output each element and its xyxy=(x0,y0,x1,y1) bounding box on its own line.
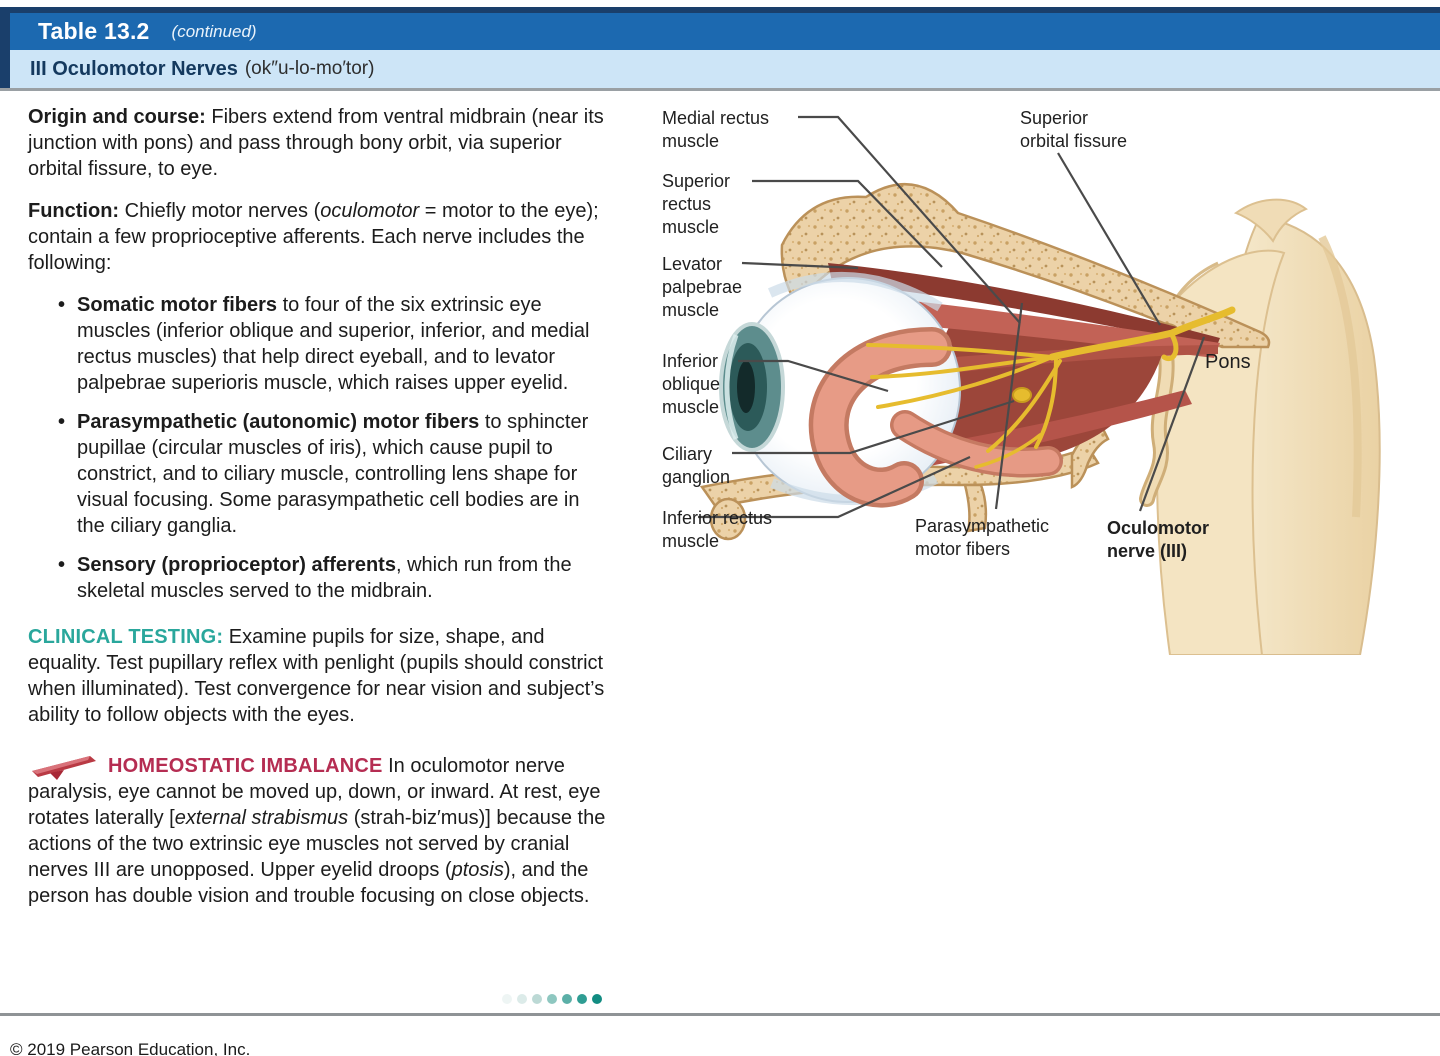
diagram-label-medial-rectus-muscle: Medial rectus muscle xyxy=(662,108,770,151)
sensory-text: , which run from the skeletal muscles served to the midbrain. xyxy=(77,554,572,602)
header-divider xyxy=(0,88,1440,91)
progress-dots xyxy=(502,994,602,1004)
footer-divider xyxy=(0,1013,1440,1016)
diagram-label-levator-palpebrae-muscle: Levator palpebrae muscle xyxy=(662,254,743,320)
origin-text: Fibers extend from ventral midbrain (near its junction with pons) and pass through bony orbit, via superior orbital fissure, to eye. xyxy=(28,106,604,180)
diagram-label-oculomotor-nerve-iii: Oculomotor nerve (III) xyxy=(1107,518,1209,561)
homeostatic-text-2: (strah-biz′mus)] because the actions of the two extrinsic eye muscles not served by cranial nerves III are unopposed. Upper eyelid droops ( xyxy=(28,807,606,881)
list-item-somatic xyxy=(58,292,602,396)
homeostatic-italic-ptosis: ptosis xyxy=(451,859,504,881)
pons-brainstem xyxy=(1157,200,1380,655)
nerve-phonetic: (ok″u-lo-mo′tor) xyxy=(244,58,375,79)
clinical-testing-heading: CLINICAL TESTING: xyxy=(28,626,224,648)
diagram-label-superior-orbital-fissure: Superior orbital fissure xyxy=(1020,108,1128,151)
copyright-notice: © 2019 Pearson Education, Inc. xyxy=(10,1040,251,1056)
diagram-label-parasympathetic-motor-fibers: Parasympathetic motor fibers xyxy=(915,516,1050,559)
parasympathetic-text: to sphincter pupillae (circular muscles of iris), which cause pupil to constrict, and to ciliary muscle, controlling lens shape for visual focusing. Some parasympathetic cell bodies are in the ciliary ganglia. xyxy=(77,411,589,537)
ciliary-ganglion-node xyxy=(1013,388,1031,402)
function-text-pre: Chiefly motor nerves ( xyxy=(119,200,321,222)
eye-anatomy-figure xyxy=(620,95,1440,655)
parasympathetic-lead: Parasympathetic (autonomic) motor fibers xyxy=(77,411,480,433)
progress-dot xyxy=(502,994,512,1004)
clinical-testing-paragraph xyxy=(28,624,606,728)
list-item-parasympathetic xyxy=(58,409,602,539)
table-title: Table 13.2 xyxy=(38,18,150,44)
diagram-label-superior-rectus-muscle: Superior rectus muscle xyxy=(662,171,731,237)
fiber-type-list xyxy=(58,292,606,604)
text-column xyxy=(28,104,606,925)
progress-dot xyxy=(562,994,572,1004)
homeostatic-text-3: ), and the person has double vision and trouble focusing on close objects. xyxy=(28,859,590,907)
table-header-bar xyxy=(10,13,1440,50)
homeostatic-italic-strabismus: external strabismus xyxy=(174,807,349,829)
diagram-label-inferior-rectus-muscle: Inferior rectus muscle xyxy=(662,508,773,551)
somatic-lead: Somatic motor fibers xyxy=(77,294,278,316)
function-italic: oculomotor xyxy=(320,200,420,222)
diagram-label-ciliary-ganglion: Ciliary ganglion xyxy=(662,444,731,487)
clinical-testing-text: Examine pupils for size, shape, and equality. Test pupillary reflex with penlight (pupils should constrict when illuminated). Test convergence for near vision and subject’s ability to follow objects with the eyes. xyxy=(28,626,605,726)
left-border xyxy=(0,7,10,89)
progress-dot xyxy=(592,994,602,1004)
progress-dot xyxy=(532,994,542,1004)
nerve-subheader-bar xyxy=(10,50,1440,88)
function-paragraph xyxy=(28,198,606,276)
homeostatic-imbalance-paragraph xyxy=(28,753,606,909)
list-item-sensory xyxy=(58,552,602,604)
homeostatic-imbalance-heading: HOMEOSTATIC IMBALANCE xyxy=(108,755,383,777)
function-text-post: = motor to the eye); contain a few proprioceptive afferents. Each nerve includes the following: xyxy=(28,200,599,274)
table-continued-label: (continued) xyxy=(171,21,257,41)
progress-dot xyxy=(517,994,527,1004)
origin-paragraph xyxy=(28,104,606,182)
imbalance-seesaw-icon xyxy=(30,754,102,780)
somatic-text: to four of the six extrinsic eye muscles (inferior oblique and superior, inferior, and medial rectus muscles) that help direct eyeball, and to levator palpebrae superioris muscle, which raises upper eyelid. xyxy=(77,294,590,394)
sensory-lead: Sensory (proprioceptor) afferents xyxy=(77,554,396,576)
diagram-label-pons: Pons xyxy=(1205,351,1251,373)
progress-dot xyxy=(577,994,587,1004)
origin-lead: Origin and course: xyxy=(28,106,206,128)
nerve-heading: III Oculomotor Nerves xyxy=(30,57,238,80)
function-lead: Function: xyxy=(28,200,120,222)
progress-dot xyxy=(547,994,557,1004)
diagram-label-inferior-oblique-muscle: Inferior oblique muscle xyxy=(662,351,721,417)
homeostatic-text-1: In oculomotor nerve paralysis, eye cannot be moved up, down, or inward. At rest, eye rotates laterally [ xyxy=(28,755,601,829)
